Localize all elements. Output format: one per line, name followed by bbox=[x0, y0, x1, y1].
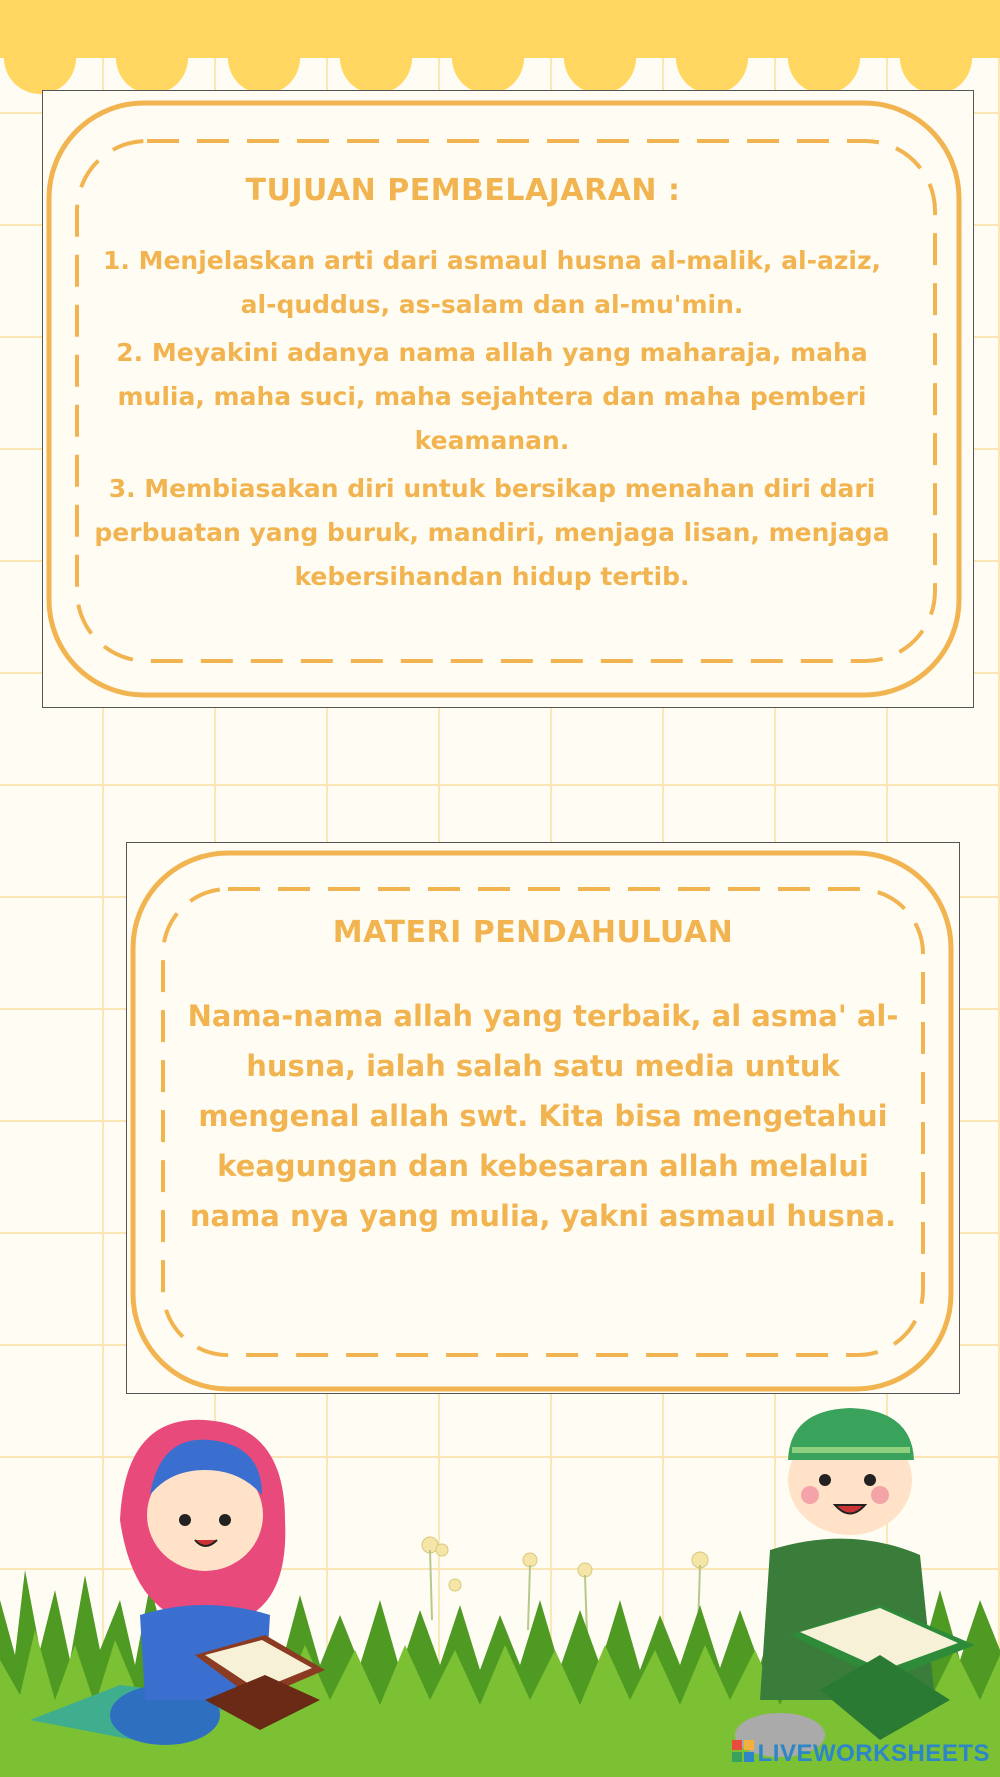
flower-icon bbox=[422, 1537, 708, 1591]
awning-decoration bbox=[0, 0, 1000, 95]
tujuan-list bbox=[91, 239, 893, 603]
liveworksheets-watermark bbox=[732, 1740, 990, 1769]
grass-scene bbox=[0, 1400, 1000, 1777]
tujuan-pembelajaran-card bbox=[42, 90, 974, 708]
tujuan-title: TUJUAN PEMBELAJARAN : bbox=[245, 173, 681, 208]
liveworksheets-logo-icon bbox=[732, 1740, 754, 1769]
materi-pendahuluan-card bbox=[126, 842, 960, 1394]
tujuan-item-2: 2. Meyakini adanya nama allah yang maharaja, maha mulia, maha suci, maha sejahtera dan maha pemberi keamanan. bbox=[116, 338, 868, 455]
tujuan-item-3: 3. Membiasakan diri untuk bersikap menahan diri dari perbuatan yang buruk, mandiri, menjaga lisan, menjaga kebersihandan hidup tertib. bbox=[94, 474, 890, 591]
materi-title: MATERI PENDAHULUAN bbox=[332, 915, 734, 950]
materi-paragraph: Nama-nama allah yang terbaik, al asma' al-husna, ialah salah satu media untuk mengenal allah swt. Kita bisa mengetahui keagungan dan kebesaran allah melalui nama nya yang mulia, yakni asmaul husna. bbox=[187, 999, 899, 1233]
watermark-label: LIVEWORKSHEETS bbox=[757, 1739, 990, 1767]
tujuan-item-1: 1. Menjelaskan arti dari asmaul husna al-malik, al-aziz, al-quddus, as-salam dan al-mu'min. bbox=[102, 246, 881, 319]
